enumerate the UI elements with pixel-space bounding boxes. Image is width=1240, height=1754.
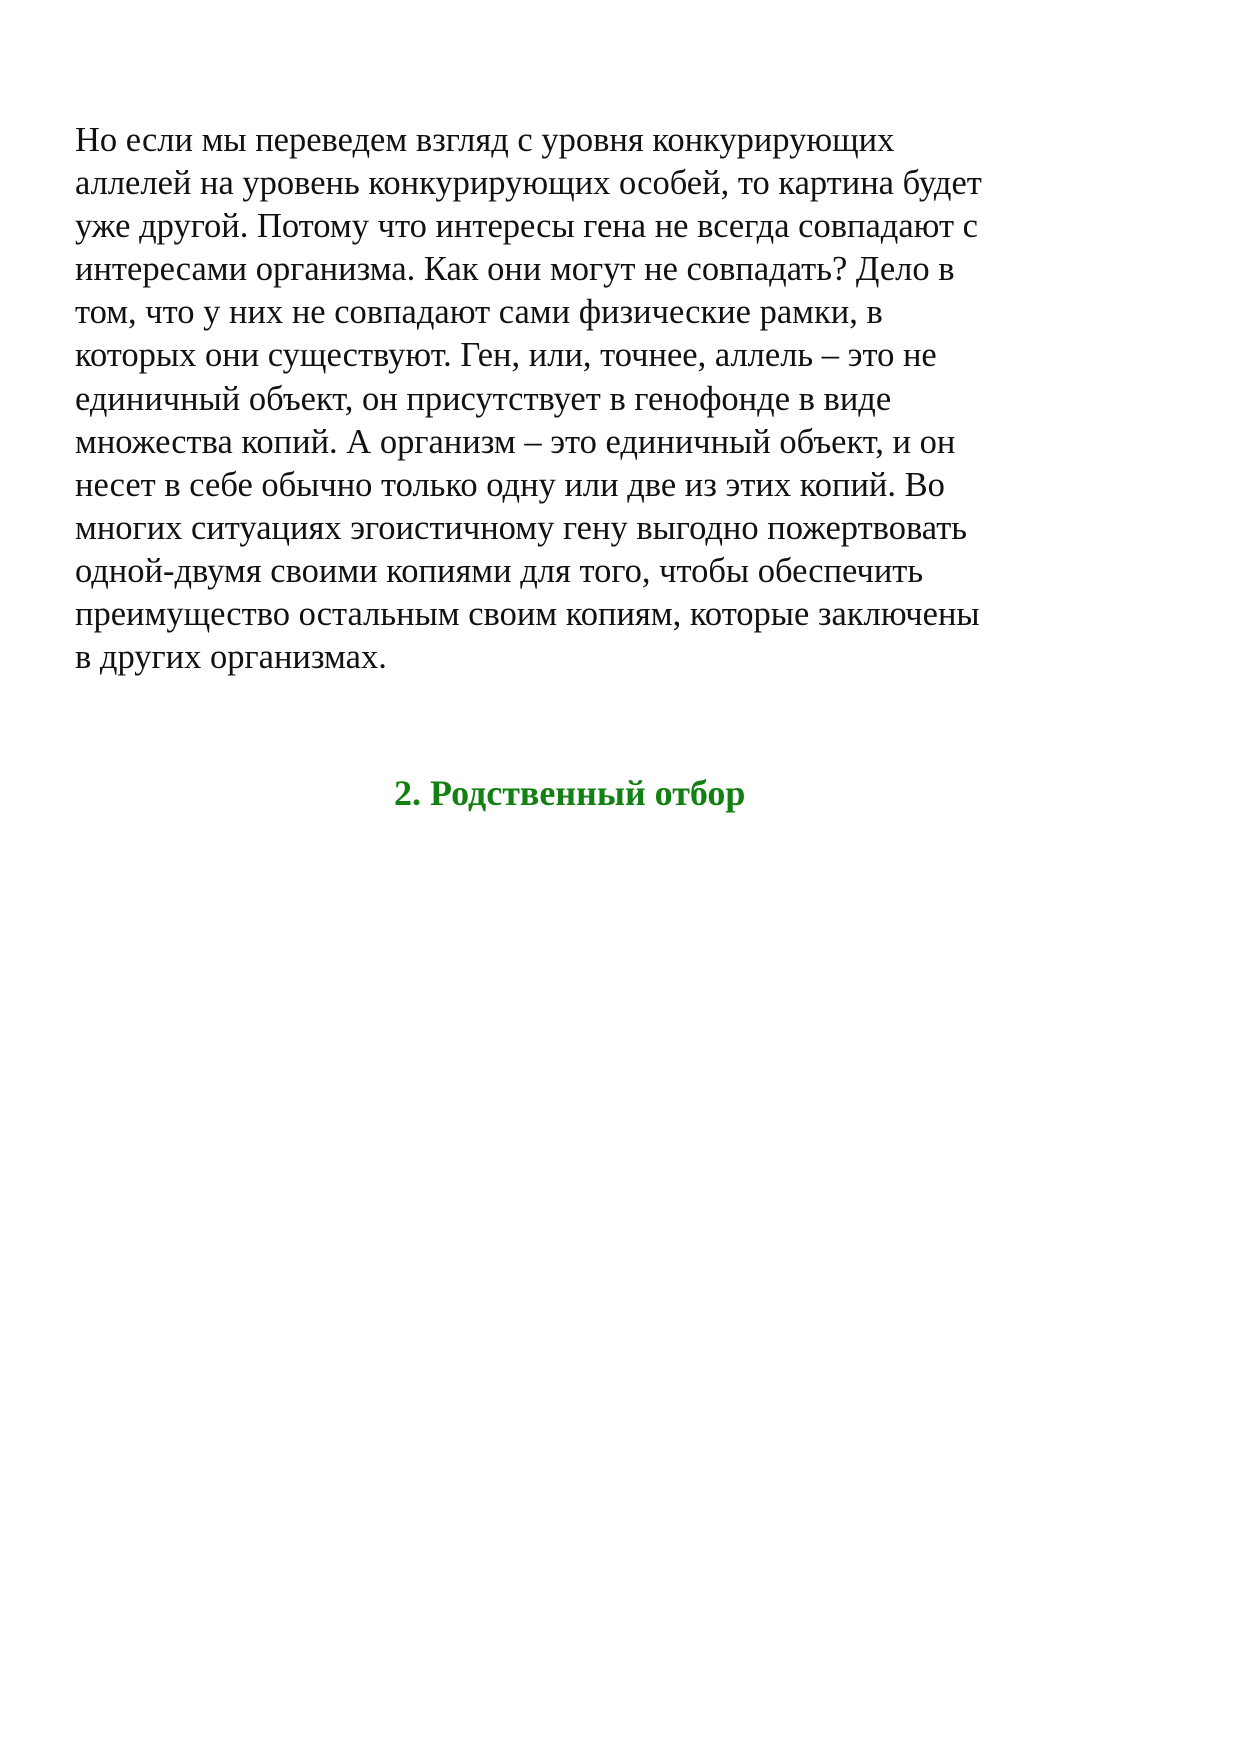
paragraph-line: несет в себе обычно только одну или две из этих копий. Во xyxy=(75,465,945,504)
body-paragraph xyxy=(75,119,982,679)
paragraph-line: том, что у них не совпадают сами физические рамки, в xyxy=(75,293,883,332)
paragraph-line: множества копий. А организм – это единичный объект, и он xyxy=(75,422,956,461)
paragraph-line: преимущество остальным своим копиям, которые заключены xyxy=(75,595,980,634)
paragraph-line: многих ситуациях эгоистичному гену выгодно пожертвовать xyxy=(75,508,968,547)
section-heading: 2. Родственный отбор xyxy=(394,773,746,813)
paragraph-line: уже другой. Потому что интересы гена не всегда совпадают с xyxy=(75,207,978,246)
paragraph-line: в других организмах. xyxy=(75,638,387,677)
paragraph-line: одной-двумя своими копиями для того, чтобы обеспечить xyxy=(75,551,924,590)
paragraph-line: единичный объект, он присутствует в генофонде в виде xyxy=(75,379,892,418)
paragraph-line: аллелей на уровень конкурирующих особей, то картина будет xyxy=(75,164,982,203)
paragraph-line: которых они существуют. Ген, или, точнее, аллель – это не xyxy=(75,336,937,375)
paragraph-line: Но если мы переведем взгляд с уровня конкурирующих xyxy=(75,121,895,159)
paragraph-line: интересами организма. Как они могут не совпадать? Дело в xyxy=(75,250,955,289)
